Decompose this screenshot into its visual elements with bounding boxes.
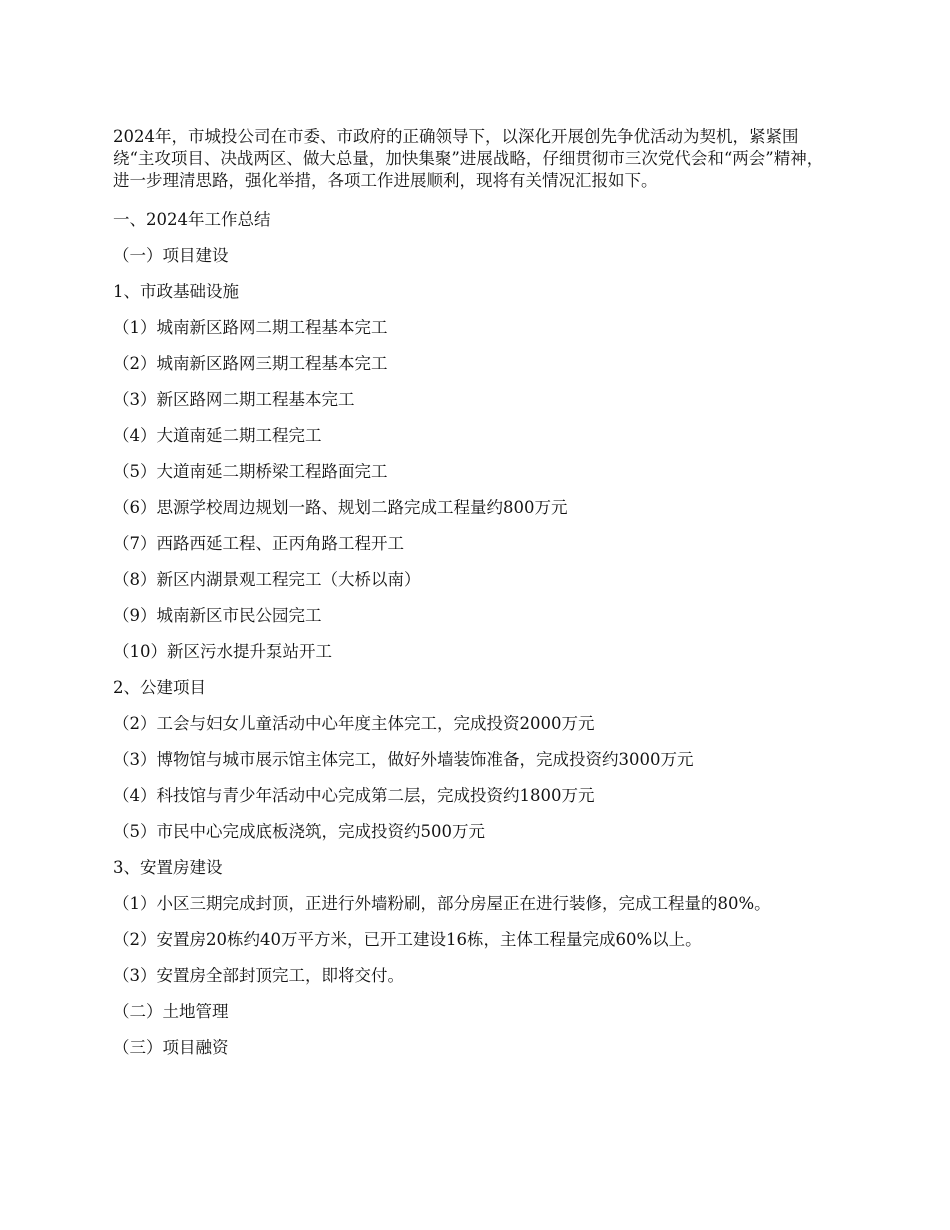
list-item: （3）新区路网二期工程基本完工: [113, 390, 355, 409]
section-heading: 一、2024年工作总结: [113, 210, 271, 229]
list-item: （2）安置房20栋约40万平方米，已开工建设16栋，主体工程量完成60%以上。: [113, 930, 702, 949]
subsection-heading: （二）土地管理: [113, 1002, 229, 1021]
list-item: （1）城南新区路网二期工程基本完工: [113, 318, 388, 337]
list-item: （7）西路西延工程、正丙角路工程开工: [113, 534, 404, 553]
list-item: （5）大道南延二期桥梁工程路面完工: [113, 462, 388, 481]
list-item: （9）城南新区市民公园完工: [113, 606, 322, 625]
category-heading: 3、安置房建设: [113, 858, 223, 877]
subsection-heading: （一）项目建设: [113, 246, 229, 265]
list-item: （3）安置房全部封顶完工，即将交付。: [113, 966, 404, 985]
list-item: （4）科技馆与青少年活动中心完成第二层，完成投资约1800万元: [113, 786, 595, 805]
category-heading: 2、公建项目: [113, 678, 206, 697]
document-body: [113, 126, 838, 1066]
list-item: （3）博物馆与城市展示馆主体完工，做好外墙装饰准备，完成投资约3000万元: [113, 750, 694, 769]
list-item: （10）新区污水提升泵站开工: [113, 642, 332, 661]
list-item: （6）思源学校周边规划一路、规划二路完成工程量约800万元: [113, 498, 568, 517]
list-item: （4）大道南延二期工程完工: [113, 426, 322, 445]
intro-paragraph: 2024年，市城投公司在市委、市政府的正确领导下，以深化开展创先争优活动为契机，紧紧围绕“主攻项目、决战两区、做大总量，加快集聚”进展战略，仔细贯彻市三次党代会和“两会”精神，进一步理清思路，强化举措，各项工作进展顺利，现将有关情况汇报如下。: [113, 127, 824, 190]
list-item: （1）小区三期完成封顶，正进行外墙粉刷，部分房屋正在进行装修，完成工程量的80%。: [113, 894, 771, 913]
list-item: （2）工会与妇女儿童活动中心年度主体完工，完成投资2000万元: [113, 714, 595, 733]
list-item: （2）城南新区路网三期工程基本完工: [113, 354, 388, 373]
list-item: （8）新区内湖景观工程完工（大桥以南）: [113, 570, 421, 589]
category-heading: 1、市政基础设施: [113, 282, 239, 301]
list-item: （5）市民中心完成底板浇筑，完成投资约500万元: [113, 822, 485, 841]
subsection-heading: （三）项目融资: [113, 1038, 229, 1057]
